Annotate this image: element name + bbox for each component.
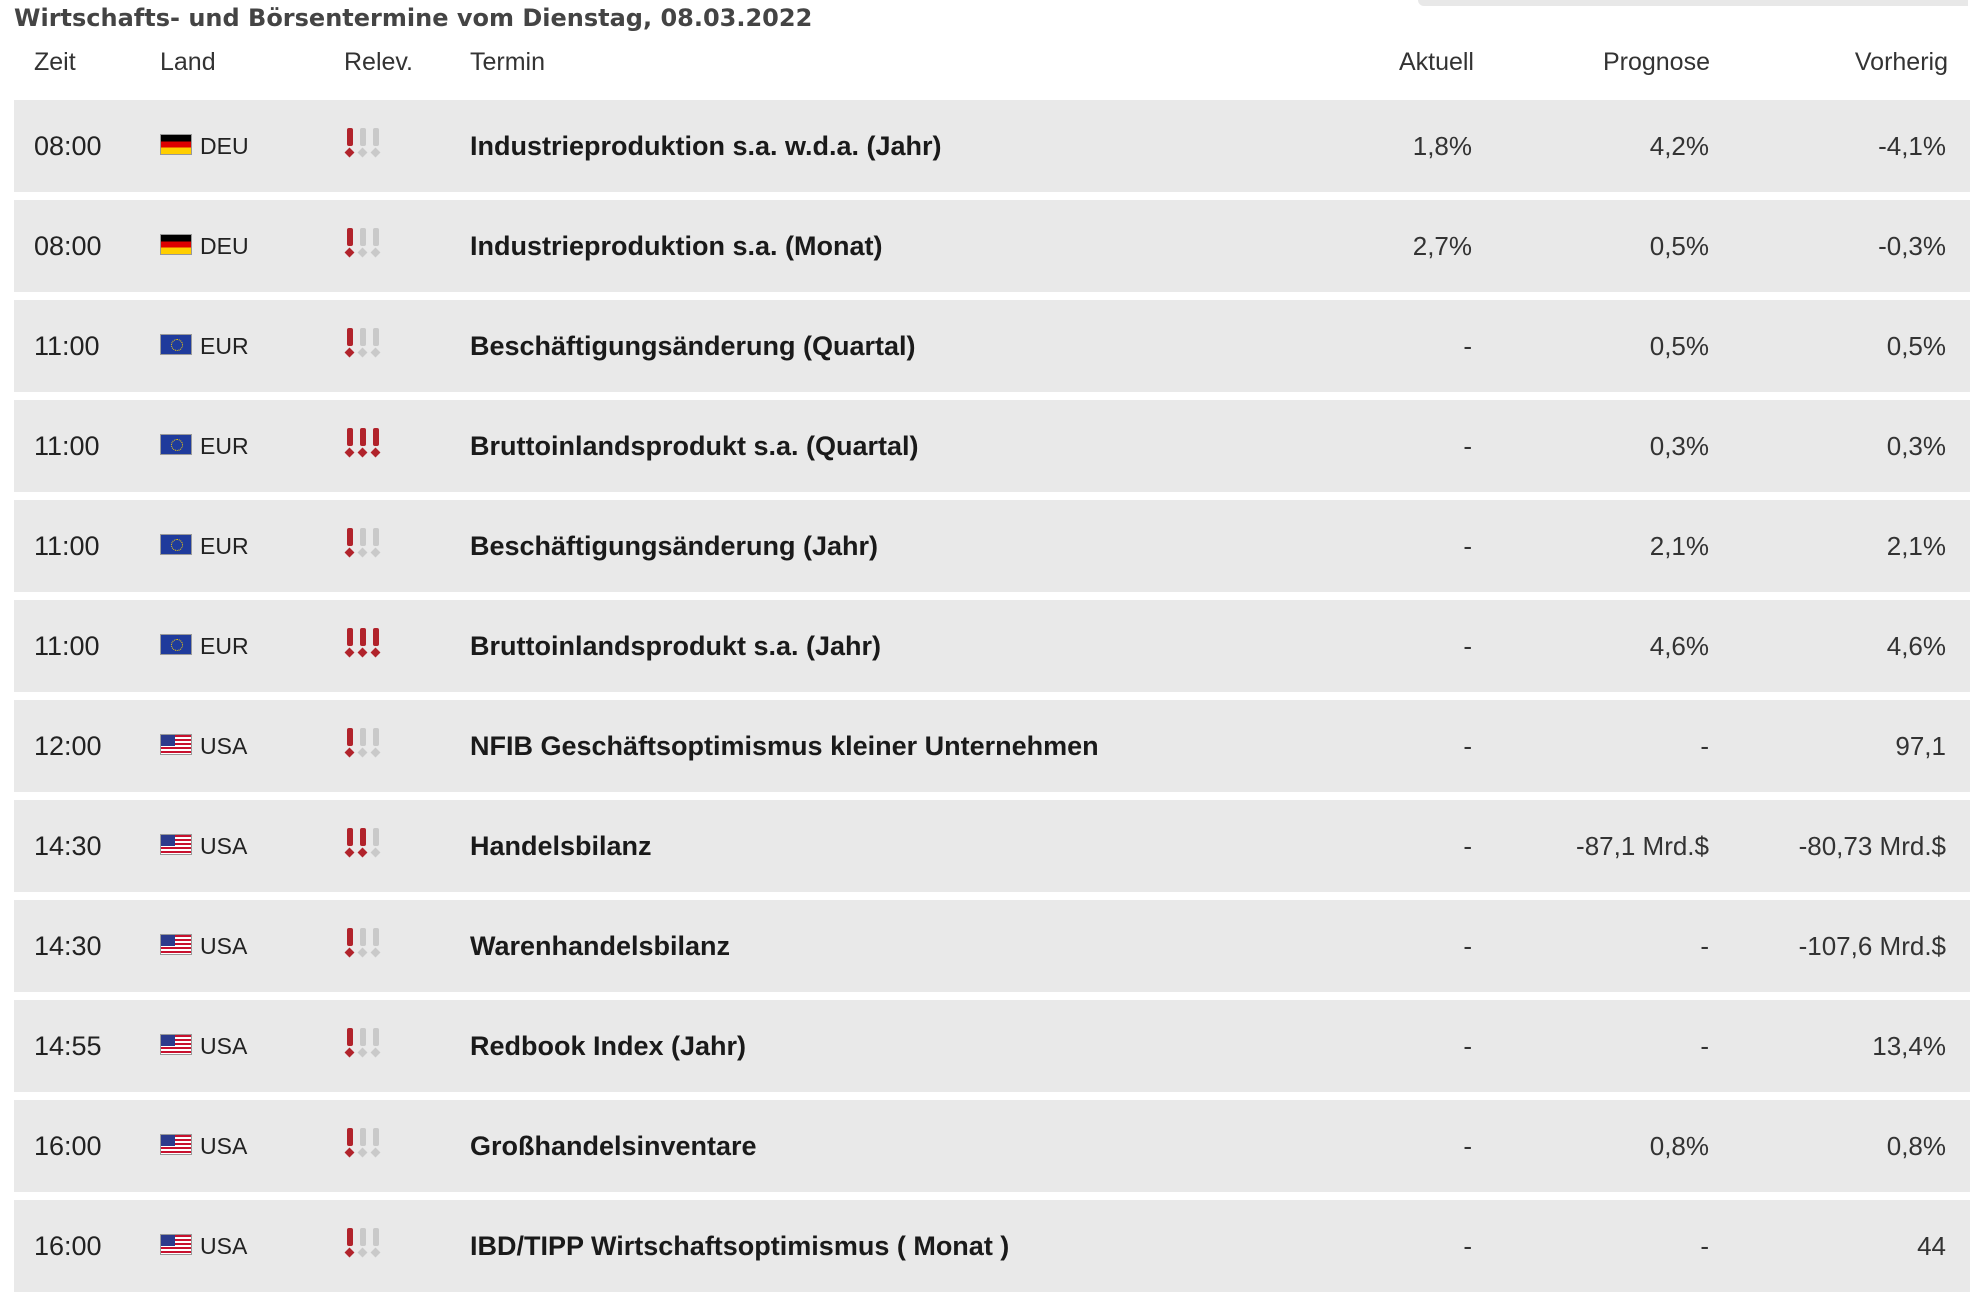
relevance-mark-icon: [370, 228, 382, 260]
relevance-mark-icon: [370, 1028, 382, 1060]
value-aktuell: -: [1463, 1031, 1472, 1061]
country-flag-icon: [160, 334, 192, 355]
relevance-indicator: [344, 1228, 383, 1264]
country-code: USA: [200, 733, 248, 759]
relevance-indicator: [344, 1028, 383, 1064]
country-code: USA: [200, 833, 248, 859]
value-aktuell: -: [1463, 331, 1472, 361]
event-time: 11:00: [34, 431, 100, 461]
value-aktuell: -: [1463, 931, 1472, 961]
event-title[interactable]: Redbook Index (Jahr): [470, 1031, 747, 1061]
country-code: USA: [200, 1233, 248, 1259]
event-country: [160, 100, 249, 192]
relevance-mark-icon: [357, 1128, 369, 1160]
column-header-aktuell[interactable]: Aktuell: [1398, 48, 1474, 76]
value-prognose: -: [1700, 1231, 1709, 1261]
value-vorherig: -107,6 Mrd.$: [1798, 931, 1946, 961]
relevance-mark-icon: [357, 828, 369, 860]
event-time: 11:00: [34, 531, 100, 561]
table-row[interactable]: [14, 400, 1970, 492]
relevance-mark-icon: [370, 1228, 382, 1260]
value-vorherig: 0,8%: [1886, 1131, 1946, 1161]
event-time: 08:00: [34, 231, 102, 261]
event-country: [160, 200, 249, 292]
country-code: USA: [200, 933, 248, 959]
event-country: [160, 1100, 247, 1192]
relevance-indicator: [344, 128, 383, 164]
value-prognose: 4,6%: [1649, 631, 1709, 661]
country-code: USA: [200, 1133, 248, 1159]
value-vorherig: 13,4%: [1872, 1031, 1946, 1061]
relevance-mark-icon: [344, 428, 356, 460]
column-header-prognose[interactable]: Prognose: [1602, 48, 1710, 76]
table-row[interactable]: [14, 100, 1970, 192]
event-title[interactable]: Industrieproduktion s.a. (Monat): [470, 231, 883, 261]
relevance-mark-icon: [357, 528, 369, 560]
event-time: 08:00: [34, 131, 102, 161]
country-flag-icon: [160, 1034, 192, 1055]
relevance-indicator: [344, 728, 383, 764]
event-time: 16:00: [34, 1131, 102, 1161]
event-time: 16:00: [34, 1231, 102, 1261]
country-code: USA: [200, 1033, 248, 1059]
value-vorherig: -4,1%: [1878, 131, 1946, 161]
relevance-mark-icon: [370, 128, 382, 160]
relevance-mark-icon: [357, 228, 369, 260]
relevance-mark-icon: [370, 328, 382, 360]
value-aktuell: -: [1463, 1231, 1472, 1261]
relevance-indicator: [344, 428, 383, 464]
relevance-mark-icon: [344, 128, 356, 160]
country-flag-icon: [160, 134, 192, 155]
value-prognose: -: [1700, 731, 1709, 761]
relevance-indicator: [344, 328, 383, 364]
value-prognose: -: [1700, 1031, 1709, 1061]
event-time: 14:55: [34, 1031, 102, 1061]
value-prognose: 0,5%: [1649, 231, 1709, 261]
relevance-indicator: [344, 1128, 383, 1164]
relevance-indicator: [344, 628, 383, 664]
value-prognose: 0,5%: [1649, 331, 1709, 361]
country-flag-icon: [160, 934, 192, 955]
relevance-mark-icon: [357, 928, 369, 960]
relevance-mark-icon: [344, 528, 356, 560]
country-code: EUR: [200, 633, 249, 659]
event-time: 14:30: [34, 931, 102, 961]
relevance-indicator: [344, 928, 383, 964]
value-vorherig: -80,73 Mrd.$: [1798, 831, 1946, 861]
column-header-termin[interactable]: Termin: [470, 48, 546, 76]
relevance-mark-icon: [370, 828, 382, 860]
value-aktuell: -: [1463, 531, 1472, 561]
table-header: [0, 42, 1982, 82]
country-flag-icon: [160, 734, 192, 755]
relevance-mark-icon: [344, 828, 356, 860]
event-title[interactable]: Beschäftigungsänderung (Jahr): [470, 531, 879, 561]
event-time: 11:00: [34, 631, 100, 661]
event-country: [160, 600, 249, 692]
table-row[interactable]: [14, 1200, 1970, 1292]
value-vorherig: 44: [1917, 1231, 1946, 1261]
event-country: [160, 1200, 247, 1292]
table-row[interactable]: [14, 900, 1970, 992]
event-title[interactable]: Handelsbilanz: [470, 831, 652, 861]
relevance-mark-icon: [344, 228, 356, 260]
table-row[interactable]: [14, 600, 1970, 692]
event-title[interactable]: NFIB Geschäftsoptimismus kleiner Unternehmen: [470, 731, 1099, 761]
event-country: [160, 1000, 247, 1092]
relevance-mark-icon: [357, 628, 369, 660]
relevance-mark-icon: [344, 1028, 356, 1060]
value-aktuell: 1,8%: [1412, 131, 1472, 161]
relevance-mark-icon: [344, 328, 356, 360]
relevance-mark-icon: [357, 428, 369, 460]
table-row[interactable]: [14, 700, 1970, 792]
relevance-mark-icon: [357, 728, 369, 760]
relevance-mark-icon: [344, 1128, 356, 1160]
value-vorherig: 0,3%: [1886, 431, 1946, 461]
event-title[interactable]: IBD/TIPP Wirtschaftsoptimismus ( Monat ): [470, 1231, 1010, 1261]
relevance-mark-icon: [370, 428, 382, 460]
relevance-mark-icon: [357, 128, 369, 160]
column-header-land[interactable]: Land: [160, 48, 216, 76]
relevance-indicator: [344, 228, 383, 264]
event-title[interactable]: Großhandelsinventare: [470, 1131, 757, 1161]
event-title[interactable]: Industrieproduktion s.a. w.d.a. (Jahr): [470, 131, 942, 161]
relevance-mark-icon: [370, 628, 382, 660]
column-header-zeit[interactable]: Zeit: [34, 48, 76, 76]
value-aktuell: -: [1463, 831, 1472, 861]
event-time: 12:00: [34, 731, 102, 761]
table-row[interactable]: [14, 200, 1970, 292]
country-flag-icon: [160, 1234, 192, 1255]
relevance-mark-icon: [357, 1228, 369, 1260]
country-flag-icon: [160, 634, 192, 655]
value-prognose: 4,2%: [1649, 131, 1709, 161]
value-prognose: -: [1700, 931, 1709, 961]
table-row[interactable]: [14, 1100, 1970, 1192]
relevance-mark-icon: [370, 728, 382, 760]
country-flag-icon: [160, 534, 192, 555]
relevance-mark-icon: [370, 528, 382, 560]
event-country: [160, 700, 247, 792]
relevance-mark-icon: [344, 728, 356, 760]
events-table: [14, 100, 1970, 1300]
relevance-mark-icon: [344, 928, 356, 960]
value-aktuell: -: [1463, 1131, 1472, 1161]
value-prognose: -87,1 Mrd.$: [1576, 831, 1709, 861]
event-title[interactable]: Bruttoinlandsprodukt s.a. (Quartal): [470, 431, 919, 461]
event-title[interactable]: Warenhandelsbilanz: [470, 931, 731, 961]
event-time: 11:00: [34, 331, 100, 361]
value-aktuell: -: [1463, 631, 1472, 661]
country-flag-icon: [160, 1134, 192, 1155]
page-title: Wirtschafts- und Börsentermine vom Dienstag, 08.03.2022: [14, 4, 813, 32]
relevance-indicator: [344, 528, 383, 564]
event-title[interactable]: Bruttoinlandsprodukt s.a. (Jahr): [470, 631, 882, 661]
relevance-mark-icon: [370, 928, 382, 960]
top-panel-edge: [1418, 0, 1968, 6]
relevance-mark-icon: [344, 1228, 356, 1260]
relevance-mark-icon: [357, 1028, 369, 1060]
event-country: [160, 500, 249, 592]
value-vorherig: 4,6%: [1886, 631, 1946, 661]
value-aktuell: -: [1463, 731, 1472, 761]
relevance-mark-icon: [370, 1128, 382, 1160]
event-country: [160, 400, 249, 492]
value-prognose: 0,3%: [1649, 431, 1709, 461]
value-vorherig: 0,5%: [1886, 331, 1946, 361]
event-country: [160, 900, 247, 992]
table-row[interactable]: [14, 300, 1970, 392]
country-code: DEU: [200, 133, 249, 159]
value-vorherig: 97,1: [1895, 731, 1946, 761]
relevance-mark-icon: [344, 628, 356, 660]
country-code: EUR: [200, 333, 249, 359]
relevance-mark-icon: [357, 328, 369, 360]
value-aktuell: 2,7%: [1412, 231, 1472, 261]
value-vorherig: -0,3%: [1878, 231, 1946, 261]
country-flag-icon: [160, 234, 192, 255]
table-row[interactable]: [14, 1000, 1970, 1092]
column-header-relev[interactable]: Relev.: [344, 48, 414, 76]
value-aktuell: -: [1463, 431, 1472, 461]
column-header-vorherig[interactable]: Vorherig: [1854, 48, 1948, 76]
country-flag-icon: [160, 434, 192, 455]
table-row[interactable]: [14, 500, 1970, 592]
event-country: [160, 300, 249, 392]
event-country: [160, 800, 247, 892]
event-title[interactable]: Beschäftigungsänderung (Quartal): [470, 331, 916, 361]
country-code: DEU: [200, 233, 249, 259]
event-time: 14:30: [34, 831, 102, 861]
value-prognose: 2,1%: [1649, 531, 1709, 561]
table-row[interactable]: [14, 800, 1970, 892]
country-code: EUR: [200, 433, 249, 459]
value-vorherig: 2,1%: [1886, 531, 1946, 561]
value-prognose: 0,8%: [1649, 1131, 1709, 1161]
country-code: EUR: [200, 533, 249, 559]
relevance-indicator: [344, 828, 383, 864]
country-flag-icon: [160, 834, 192, 855]
